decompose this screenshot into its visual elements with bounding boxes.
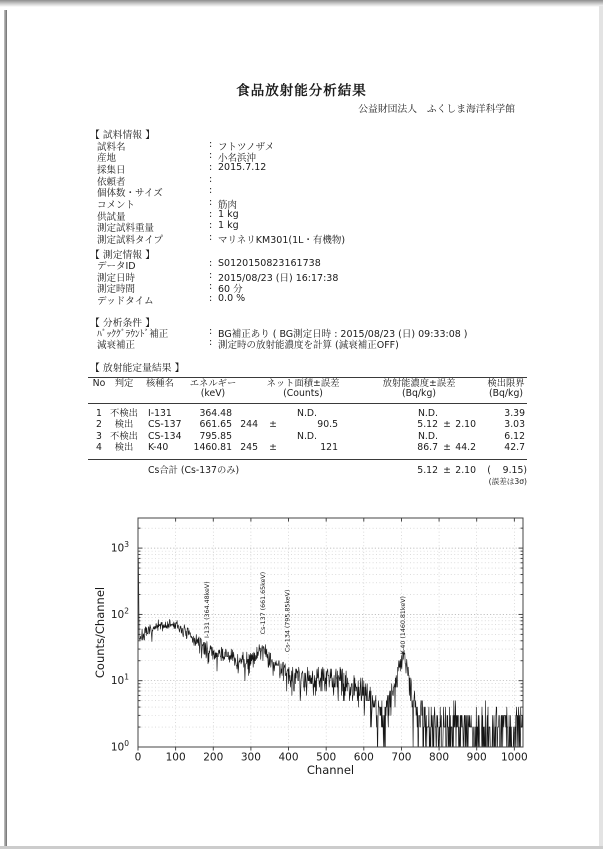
svg-text:900: 900	[466, 751, 487, 764]
field-colon: :	[209, 185, 213, 197]
field-colon: :	[209, 173, 213, 185]
field-value: 1 kg	[218, 220, 239, 232]
row-nuclide: I-131	[148, 407, 172, 419]
svg-text:700: 700	[391, 751, 412, 764]
header-nuclide: 核種名	[146, 377, 174, 389]
svg-text:103: $10^3$	[110, 540, 129, 555]
row-net-count: 244	[240, 419, 258, 430]
field-label: 個体数・サイズ	[97, 188, 163, 200]
svg-text:100: $10^0$	[110, 739, 129, 754]
field-colon: :	[209, 269, 213, 281]
field-label: 供試量	[97, 211, 126, 223]
header-concentration-unit: (Bq/kg)	[402, 388, 436, 399]
field-colon: :	[209, 161, 213, 173]
row-nuclide: K-40	[148, 442, 169, 453]
row-nuclide: CS-134	[148, 430, 182, 442]
field-label: 測定時間	[97, 284, 136, 296]
header-no: No	[92, 377, 106, 389]
svg-text:300: 300	[240, 751, 261, 764]
row-energy: 661.65	[199, 419, 232, 430]
field-colon: :	[209, 293, 213, 305]
summary-concentration: 5.12	[417, 464, 438, 476]
row-net-pm: ±	[269, 419, 277, 430]
field-label: 測定日時	[97, 272, 136, 284]
field-value: 2015.7.12	[218, 161, 267, 173]
row-concentration: 86.7	[417, 442, 438, 453]
svg-text:101: $10^1$	[110, 672, 129, 688]
field-value: 小名浜沖	[218, 153, 257, 165]
row-no: 1	[96, 407, 102, 419]
field-colon: :	[209, 258, 213, 269]
field-value: フトツノザメ	[218, 141, 275, 153]
row-energy: 364.48	[199, 407, 232, 419]
header-net-area: ネット面積±誤差	[266, 377, 340, 389]
field-colon: :	[209, 150, 213, 162]
row-net-error: 121	[320, 442, 338, 453]
field-colon: :	[209, 138, 213, 150]
header-net-area-unit: (Counts)	[283, 388, 323, 399]
svg-text:0: 0	[134, 751, 142, 764]
chart-grid	[138, 518, 523, 747]
row-judgment: 不検出	[110, 430, 138, 442]
row-conc-error: 2.10	[455, 419, 476, 430]
axis-labels	[93, 540, 528, 777]
field-label: 減衰補正	[97, 339, 136, 351]
measurement-info-heading: 【 測定情報 】	[90, 250, 156, 261]
y-axis-title: Counts/Channel	[93, 586, 107, 679]
header-detection-limit: 検出限界	[487, 377, 525, 389]
analysis-conditions-heading: 【 分析条件 】	[90, 318, 156, 329]
header-judgment: 判定	[114, 377, 134, 389]
row-judgment: 検出	[114, 419, 134, 430]
results-heading: 【 放射能定量結果 】	[90, 363, 185, 374]
field-value: BG補正あり ( BG測定日時 : 2015/08/23 (日) 09:33:08 )	[218, 328, 468, 340]
header-detection-limit-unit: (Bq/kg)	[489, 388, 523, 399]
row-no: 3	[96, 430, 102, 442]
peak-label: I-131 (364.48keV)	[204, 581, 212, 639]
field-value: 60 分	[218, 284, 243, 296]
field-colon: :	[209, 220, 213, 232]
organization-name: 公益財団法人 ふくしま海洋科学館	[358, 104, 515, 115]
row-conc-error: 44.2	[455, 442, 476, 453]
svg-text:800: 800	[429, 751, 450, 764]
sample-info-heading: 【 試料情報 】	[90, 130, 156, 141]
field-value: 2015/08/23 (日) 16:17:38	[218, 272, 339, 284]
row-energy: 795.85	[199, 430, 232, 442]
field-label: ﾊﾞｯｸｸﾞﾗｳﾝﾄﾞ補正	[97, 328, 169, 340]
field-colon: :	[209, 208, 213, 220]
row-judgment: 検出	[114, 442, 134, 453]
row-concentration: 5.12	[417, 419, 438, 430]
field-label: 試料名	[97, 141, 126, 153]
field-colon: :	[209, 197, 213, 208]
field-value: 筋肉	[218, 200, 238, 211]
row-net-error: 90.5	[317, 419, 338, 430]
peak-label: Cs-137 (661.65keV)	[259, 571, 267, 635]
row-energy: 1460.81	[193, 442, 232, 453]
x-axis-title: Channel	[306, 763, 355, 777]
field-colon: :	[209, 325, 213, 337]
peak-label: K-40 (1460.81keV)	[399, 596, 407, 655]
field-label: 依頼者	[97, 176, 126, 188]
summary-sigma-note: (誤差は3σ)	[488, 476, 527, 486]
svg-text:102: $10^2$	[110, 606, 129, 621]
field-value: 1 kg	[218, 208, 239, 220]
peak-label: Cs-134 (795.85keV)	[284, 589, 292, 653]
svg-text:600: 600	[353, 751, 374, 764]
row-no: 2	[96, 419, 102, 430]
field-value: 測定時の放射能濃度を計算 (減衰補正OFF)	[218, 339, 399, 351]
row-net-pm: ±	[269, 442, 277, 453]
row-detection-limit: 6.12	[504, 430, 525, 442]
svg-text:1000: 1000	[500, 751, 528, 764]
row-nuclide: CS-137	[148, 419, 182, 430]
summary-label: Cs合計 (Cs-137のみ)	[148, 464, 240, 476]
spectrum-curve	[138, 558, 523, 747]
header-concentration: 放射能濃度±誤差	[382, 377, 456, 389]
header-energy: エネルギー	[189, 377, 237, 389]
summary-extra: ( 9.15)	[487, 464, 527, 476]
field-colon: :	[209, 336, 213, 348]
field-label: 採集日	[97, 164, 126, 176]
row-detection-limit: 3.03	[504, 419, 525, 430]
row-net-nd: N.D.	[296, 407, 318, 419]
svg-text:400: 400	[278, 751, 299, 764]
field-colon: :	[209, 232, 213, 244]
summary-pm: ±	[443, 464, 451, 476]
svg-text:200: 200	[203, 751, 224, 764]
peak-annotations	[204, 572, 407, 654]
svg-text:100: 100	[165, 751, 186, 764]
plot-border	[138, 518, 523, 747]
field-label: 測定試料重量	[97, 223, 155, 235]
row-no: 4	[96, 442, 102, 453]
field-value: マリネリKM301(1L・有機物)	[218, 235, 346, 247]
page-title: 食品放射能分析結果	[236, 83, 367, 99]
header-energy-unit: (keV)	[200, 388, 226, 399]
row-detection-limit: 42.7	[504, 442, 525, 453]
field-value: 0.0 %	[218, 293, 246, 305]
field-label: 産地	[97, 153, 117, 165]
field-label: 測定試料タイプ	[97, 235, 164, 247]
row-detection-limit: 3.39	[504, 407, 525, 419]
row-net-nd: N.D.	[296, 430, 318, 442]
row-conc-pm: ±	[443, 419, 451, 430]
field-label: データID	[97, 261, 136, 272]
row-net-count: 245	[240, 442, 258, 453]
row-judgment: 不検出	[110, 407, 138, 419]
field-label: コメント	[97, 200, 136, 211]
row-conc-nd: N.D.	[417, 430, 438, 442]
summary-conc-error: 2.10	[455, 464, 476, 476]
field-value: S0120150823161738	[218, 258, 321, 269]
row-conc-nd: N.D.	[417, 407, 438, 419]
svg-text:500: 500	[316, 751, 337, 764]
field-colon: :	[209, 281, 213, 293]
row-conc-pm: ±	[443, 442, 451, 453]
field-label: デッドタイム	[97, 296, 154, 308]
